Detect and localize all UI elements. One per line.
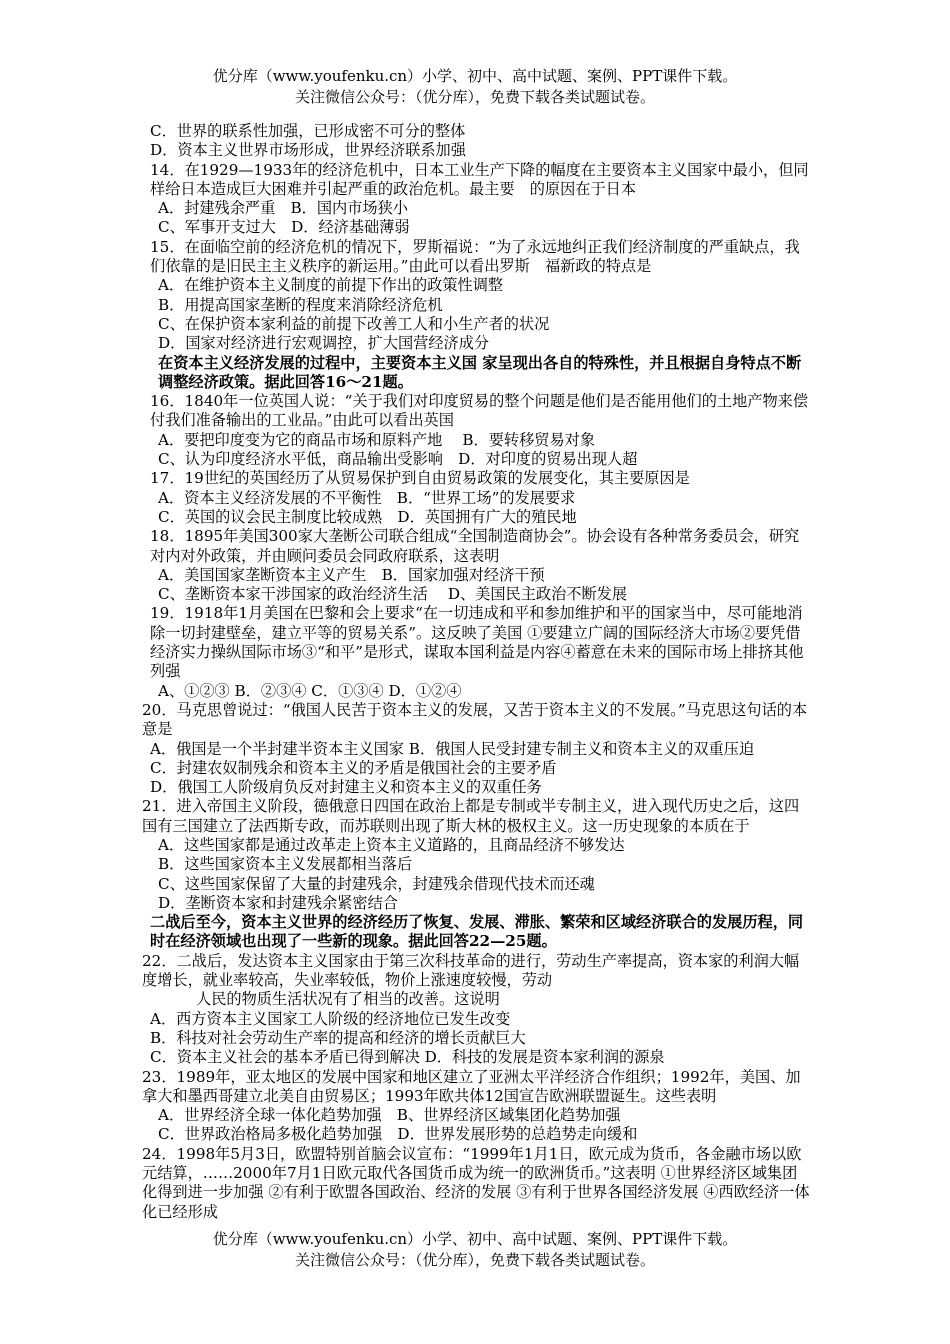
text-line: D．垄断资本家和封建残余紧密结合 — [158, 893, 398, 912]
text-line: C、军事开支过大 D．经济基础薄弱 — [158, 218, 410, 237]
text-line: 18．1895年美国300家大垄断公司联合组成“全国制造商协会”。协会设有各种常务委员会，研究对内对外政策，并由顾问委员会同政府联系，这表明 — [150, 527, 800, 565]
text-line: 20．马克思曾说过：“俄国人民苦于资本主义的发展，又苦于资本主义的不发展。”马克思这句话的本意是 — [142, 700, 808, 739]
text-line: 二战后至今，资本主义世界的经济经历了恢复、发展、滞胀、繁荣和区域经济联合的发展历程，同时在经济领域也出现了一些新的现象。据此回答22—25题。 — [150, 913, 804, 951]
header-line-1: 优分库（www.youfenku.cn）小学、初中、高中试题、案例、PPT课件下载。 — [212, 67, 738, 85]
text-line: 23．1989年，亚太地区的发展中国家和地区建立了亚洲太平洋经济合作组织；1992年，美国、加拿大和墨西哥建立北美自由贸易区；1993年欧共体12国宣告欧洲联盟诞生。这些表明 — [142, 1067, 801, 1105]
text-line: D．资本主义世界市场形成，世界经济联系加强 — [150, 141, 466, 160]
text-line: A．这些国家都是通过改革走上资本主义道路的，且商品经济不够发达 — [158, 835, 625, 854]
text-line: B．这些国家资本主义发展都相当落后 — [158, 855, 413, 874]
text-line: 24．1998年5月3日，欧盟特别首脑会议宣布：“1999年1月1日，欧元成为货币，各金融市场以欧元结算，……2000年7月1日欧元取代各国货币成为统一的欧洲货币。”这表明 ①世界经济区域集团化得到进一步加强 ②有利于欧盟各国政治、经济的发展 ③有利于世界各国经济发展 ④西欧经济一体化已经形成 — [142, 1144, 810, 1221]
text-line: A．资本主义经济发展的不平衡性 B．“世界工场”的发展要求 — [158, 488, 576, 507]
text-line: 16．1840年一位英国人说：“关于我们对印度贸易的整个问题是他们是否能用他们的土地产物来偿付我们准备输出的工业品。”由此可以看出英国 — [150, 392, 809, 430]
text-line: 21．进入帝国主义阶段，德俄意日四国在政治上都是专制或半专制主义，进入现代历史之后，这四国有三国建立了法西斯专政，而苏联则出现了斯大林的极权主义。这一历史现象的本质在于 — [142, 797, 800, 835]
text-line: B．用提高国家垄断的程度来消除经济危机 — [158, 295, 443, 314]
text-line: 人民的物质生活状况有了相当的改善。这说明 — [196, 990, 500, 1009]
text-line: C．资本主义社会的基本矛盾已得到解决 D．科技的发展是资本家利润的源泉 — [150, 1048, 665, 1067]
text-line: C、认为印度经济水平低，商品输出受影响 D．对印度的贸易出现人超 — [158, 450, 638, 469]
page-header — [0, 66, 950, 108]
question-content — [142, 122, 810, 1222]
text-line: C、垄断资本家干涉国家的政治经济生活 D、美国民主政治不断发展 — [158, 585, 628, 604]
text-line: D．俄国工人阶级肩负反对封建主义和资本主义的双重任务 — [150, 778, 542, 797]
text-line: A．西方资本主义国家工人阶级的经济地位已发生改变 — [150, 1009, 511, 1028]
text-line: B．科技对社会劳动生产率的提高和经济的增长贡献巨大 — [150, 1028, 526, 1047]
text-line: C、这些国家保留了大量的封建残余，封建残余借现代技术而还魂 — [158, 874, 595, 893]
text-line: 14．在1929—1933年的经济危机中，日本工业生产下降的幅度在主要资本主义国家中最小，但同样给日本造成巨大困难并引起严重的政治危机。最主要 的原因在于日本 — [150, 160, 809, 198]
text-line: C．封建农奴制残余和资本主义的矛盾是俄国社会的主要矛盾 — [150, 758, 557, 777]
footer-line-1: 优分库（www.youfenku.cn）小学、初中、高中试题、案例、PPT课件下载。 — [212, 1230, 738, 1248]
text-line: A．美国国家垄断资本主义产生 B．国家加强对经济干预 — [158, 565, 545, 584]
text-line: 22．二战后，发达资本主义国家由于第三次科技革命的进行，劳动生产率提高，资本家的利润大幅度增长，就业率较高，失业率较低，物价上涨速度较慢，劳动 — [142, 951, 800, 990]
text-line: C．世界政治格局多极化趋势加强 D．世界发展形势的总趋势走向缓和 — [158, 1125, 638, 1144]
text-line: 19．1918年1月美国在巴黎和会上要求“在一切违成和平和参加维护和平的国家当中，尽可能地消除一切封建壁垒，建立平等的贸易关系”。这反映了美国 ①要建立广阔的国际经济大市场②要凭借经济实力操纵国际市场③“和平”是形式，谋取本国利益是内容④蓄意在未来的国际市场上排挤其他列强 — [150, 604, 804, 681]
text-line: 15．在面临空前的经济危机的情况下，罗斯福说：“为了永远地纠正我们经济制度的严重缺点，我们依靠的是旧民主主义秩序的新运用。”由此可以看出罗斯 福新政的特点是 — [150, 237, 800, 276]
text-line: 17．19世纪的英国经历了从贸易保护到自由贸易政策的发展变化，其主要原因是 — [150, 469, 690, 488]
text-line: A．世界经济全球一体化趋势加强 B、世界经济区域集团化趋势加强 — [158, 1106, 621, 1125]
text-line: A、①②③ B．②③④ C．①③④ D．①②④ — [158, 681, 462, 700]
text-line: A．俄国是一个半封建半资本主义国家 B．俄国人民受封建专制主义和资本主义的双重压迫 — [150, 739, 755, 758]
text-line: A．要把印度变为它的商品市场和原料产地 B．要转移贸易对象 — [158, 430, 596, 449]
footer-line-2: 关注微信公众号：（优分库），免费下载各类试题试卷。 — [294, 1251, 655, 1269]
header-line-2: 关注微信公众号：（优分库），免费下载各类试题试卷。 — [294, 88, 655, 106]
text-line: D．国家对经济进行宏观调控，扩大国营经济成分 — [158, 334, 490, 353]
text-line: C．世界的联系性加强，已形成密不可分的整体 — [150, 122, 466, 140]
text-line: C．英国的议会民主制度比较成熟 D．英国拥有广大的殖民地 — [158, 507, 577, 526]
text-line: A．在维护资本主义制度的前提下作出的政策性调整 — [158, 276, 504, 295]
text-line: A．封建残余严重 B．国内市场狭小 — [158, 199, 408, 218]
text-line: C、在保护资本家利益的前提下改善工人和小生产者的状况 — [158, 314, 550, 333]
page-footer — [0, 1229, 950, 1271]
text-line: 在资本主义经济发展的过程中，主要资本主义国 家呈现出各自的特殊性，并且根据自身特点不断调整经济政策。据此回答16～21题。 — [158, 353, 802, 391]
